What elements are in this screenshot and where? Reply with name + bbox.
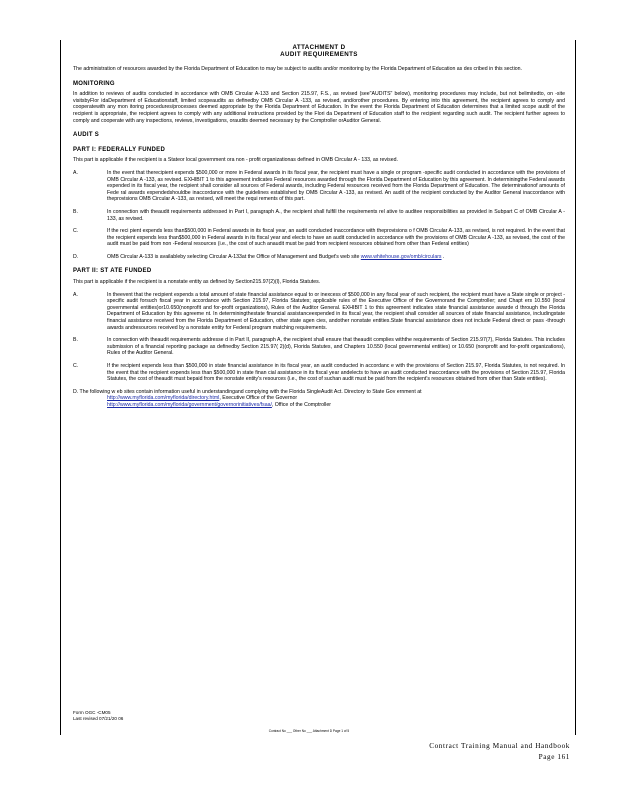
item-text-body: OMB Circular A-133 is availableby selecting Circular A-133at the Office of Management and Budget's web site (107, 253, 360, 260)
form-footer (73, 710, 123, 722)
page-reference-line: Contract No ___ Other No ___ Attachment D Page 1 of 5 (268, 729, 350, 733)
item-label: B. (73, 208, 78, 215)
part2-item-d (73, 389, 565, 409)
handbook-footer (429, 741, 570, 763)
part1-intro: This part is applicable if the recipient is a Stateor local government ora non - profit organizationas defined in OMB Circular A - 133, as revised. (73, 157, 398, 164)
part2-heading: PART II: ST ATE FUNDED (73, 268, 152, 275)
directory-link[interactable]: http://www.myflorida.com/myflorida/directory.html (107, 395, 220, 402)
part2-item-a (73, 292, 565, 332)
document-title: AUDIT REQUIREMENTS (280, 51, 358, 58)
item-label: B. (73, 337, 78, 344)
audits-heading: AUDIT S (73, 132, 100, 139)
part2-intro: This part is applicable if the recipient is a nonstate entity as defined by Section215.97(2)(l), Florida Statutes. (73, 279, 321, 286)
link-line-2 (73, 402, 565, 409)
attachment-title: ATTACHMENT D (292, 44, 346, 51)
link-desc: , Executive Office of the Governor (219, 395, 298, 402)
intro-paragraph: The administration of resources awarded by the Florida Department of Education to may be subject to audits and/or monitoring by the Florida Department of Education as des cribed in this section. (73, 66, 522, 72)
item-label: C. (73, 363, 79, 369)
item-label: C. (73, 228, 79, 235)
fsaa-link[interactable]: http://www.myflorida.com/myflorida/government/governorinitiatives/fsaa/ (107, 401, 272, 408)
part1-item-b (73, 209, 565, 222)
item-text: The following w eb sites contain information useful in understandingand complying with the Florida SingleAudit Act. Directory to State Gov ernment at (79, 388, 422, 395)
part1-item-c (73, 228, 565, 248)
last-revised: Last revised 07/21/20 06 (73, 716, 124, 721)
document-body (73, 44, 565, 409)
part1-item-d (73, 254, 565, 261)
page-number: Page 161 (538, 753, 570, 761)
item-label: D. (73, 253, 79, 260)
item-text: In connection with theaudit requirements addressed in Part I, paragraph A., the recipient shall fulfill the requirements rel ative to auditee responsibilities as provided in Subpart C of OMB Circular A - 133, as revised. (107, 208, 565, 222)
monitoring-heading: MONITORING (73, 80, 115, 87)
link-line-1 (73, 395, 565, 402)
item-text: In theevent that the recipient expends a total amount of state financial assistance equal to or inexcess of $500,000 in any fiscal year of such recipient, the recipient must have a State single or project -specific audit forsuch fiscal year in accordance with Section 215.97, Florida Statutes; applicable rules of the Executive Office of the Governorand the Comptroller; and Chapt ers 10.550 (local governmental entities)or10.650(nonprofit and for-profit organizations), Rules of the Auditor General. EXHIBIT 1 to this agreement indicates state financial assistance awarde d through the Florida Department of Education by this agreeme nt. In determiningthestate financial assistanceexpended in its fiscal year, the recipient shall consider all sources of state financial assistance, includingstate financial assistance received from the Florida Department of Education, other state agen cies, andother nonstate entities.State financial assistance does not include Federal direct or pass -through awards andresources received by a nonstate entity for Federal program matching requirements. (107, 291, 565, 331)
item-label: A. (73, 291, 78, 298)
part2-item-b (73, 337, 565, 357)
item-text: In the event that therecipient expends $500,000 or more in Federal awards in its fiscal year, the recipient must have a single or program -specific audit conducted in accordance with the provisions of OMB Circular A -133, as revised. EXHIBIT 1 to this agreement indicates Federal resources awarded through the Florida Department of Education by this agreement. In determiningthe Federal awards expended in its fiscal year, the recipient shall consider all sources of Federal awards, including Federal resources received from the Florida Department of Education. The determinationof amounts of Fede ral awards expendedshouldbe inaccordance with the guidelines established by OMB Circular A -133, as revised. An audit of the recipient conducted by the Auditor General inaccordance with theprovisions OMB Circular A -133, as revised, will meet the requi rements of this part. (107, 169, 565, 203)
item-text-end: . (442, 253, 445, 260)
item-text: In connection with theaudit requirements addresse d in Part II, paragraph A, the recipient shall ensure that theaudit complies withthe requirements of Section 215.97(7), Florida Statutes. This includes submission of a financial reporting package as definedby Section 215.97( 2)(d), Florida Statutes, and Chapters 10.550 (local governmental entities) or 10.650 (nonprofit and for-profit organizations), Rules of the Auditor General. (107, 337, 565, 357)
monitoring-paragraph: In addition to reviews of audits conducted in accordance with OMB Circular A-133 and Section 215.97, F.S., as revised (see"AUDITS" below), monitoring procedures may include, but not belimitedto, on -site visitsbyFlor idaDepartment of Educationstaff, limited scopeaudits as definedby OMB Circular A -133, as revised, and/orother procedures. By entering into this agreement, the recipient agrees to comply and cooperatewith any mon itoring procedures/processes deemed appropriate by the Florida Department of Education. In the event the Florida Department of Education determines that a limited scope audit of the recipient is appropriate, the recipient agrees to comply with any additional instructions provided by the Flori da Department of Education staff to the recipient regarding such audit. The recipient further agrees to comply and cooperate with any inspections, reviews, investigations, oraudits deemed necessary by the Comptroller orAuditor General. (73, 91, 565, 124)
part1-heading: PART I: FEDERALLY FUNDED (73, 146, 166, 153)
form-number: Form OGC -CM05 (73, 710, 111, 715)
item-label: D. (73, 388, 79, 395)
item-text (107, 254, 565, 261)
part1-item-a (73, 170, 565, 203)
omb-circulars-link[interactable]: www.whitehouse.gov/omb/circulars (360, 253, 442, 260)
item-text: If the reci pient expends less than$500,000 in Federal awards in its fiscal year, an audit conducted inaccordance with theprovisions o f OMB Circular A-133, as revised, is not required. In the event that the recipient expends less than$500,000 in Federal awards in its fiscal year and elects to have an audit conducted in accordance with the provisions of OMB Circular A -133, as revised, the cost of the audit must be paid from non -Federal resources (i.e., the cost of such anaudit must be paid from recipient resources obtained from other than Federal entities) (107, 228, 565, 248)
part2-item-c (73, 363, 565, 383)
item-label: A. (73, 169, 78, 176)
item-text: If the recipient expends less than $500,000 in state financial assistance in its fiscal year, an audit conducted in accordanc e with the provisions of Section 215.97, Florida Statutes, is not required. In the event that the recipient expends less than $500,000 in state finan cial assistance in its fiscal year andelects to have an audit conducted inaccordance with the provisions of Section 215.97, Florida Statutes, the cost of theaudit must bepaid from the nonstate entity's resources (i.e., the cost of suchan audit must be paid from the recipient's resources obtained from other than State entities). (107, 363, 565, 383)
handbook-title: Contract Training Manual and Handbook (429, 742, 570, 750)
link-desc: , Office of the Comptroller (271, 401, 331, 408)
